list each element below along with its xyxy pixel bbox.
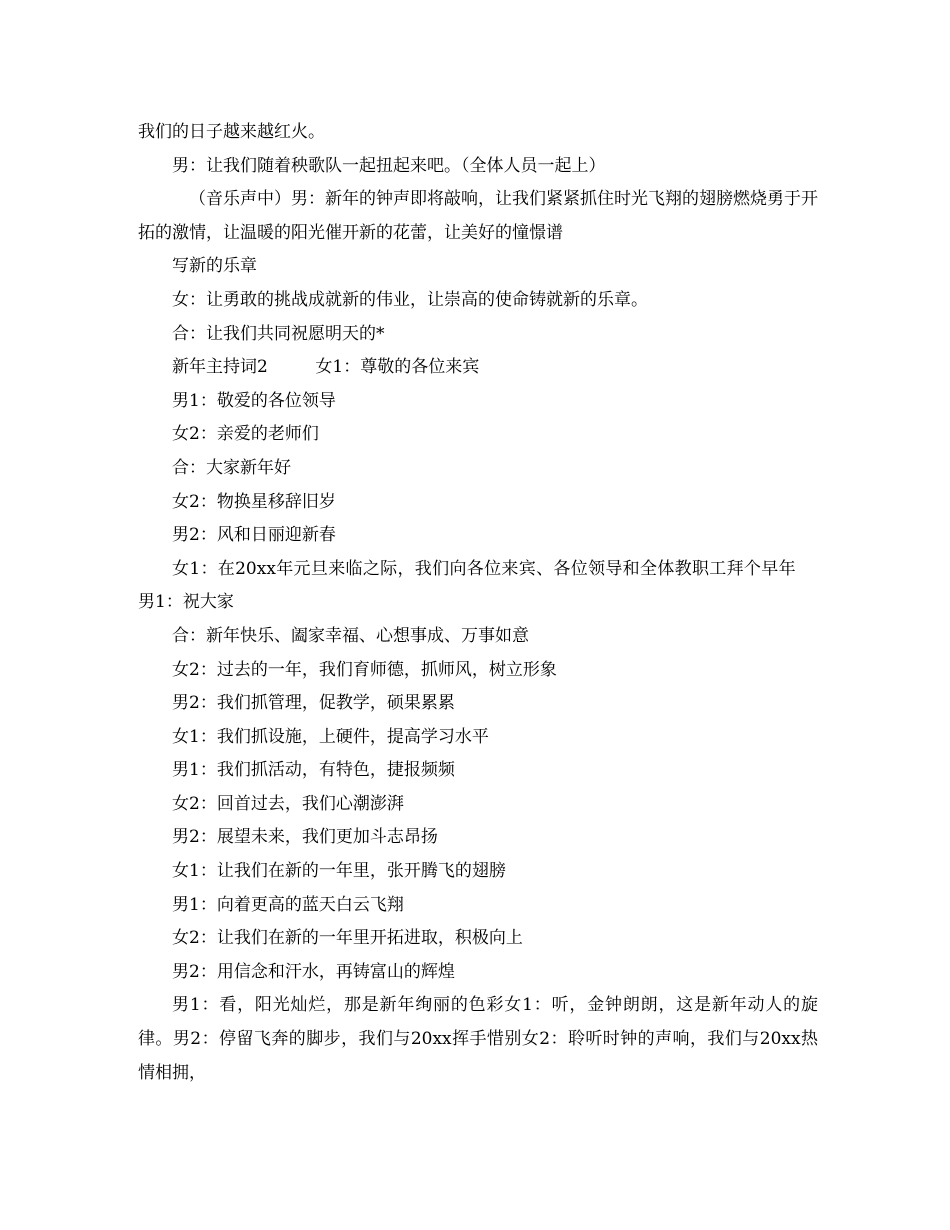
paragraph: 男1：我们抓活动，有特色，捷报频频 xyxy=(172,760,455,781)
paragraph: 女1：我们抓设施，上硬件，提高学习水平 xyxy=(172,726,489,747)
paragraph: 女2：过去的一年，我们育师德，抓师风，树立形象 xyxy=(172,659,557,680)
paragraph: 男1：敬爱的各位领导 xyxy=(172,390,336,411)
paragraph: 女2：亲爱的老师们 xyxy=(172,424,319,445)
paragraph-text: 男1：祝大家 xyxy=(138,592,234,613)
paragraph-text: 女1：在20xx年元旦来临之际，我们向各位来宾、各位领导和全体教职工拜个早年 xyxy=(172,558,796,579)
paragraph: 女2：回首过去，我们心潮澎湃 xyxy=(172,793,404,814)
paragraph: 男2：我们抓管理，促教学，硕果累累 xyxy=(172,693,455,714)
section-heading: 新年主持词2 xyxy=(172,357,268,378)
paragraph: 男：让我们随着秧歌队一起扭起来吧。（全体人员一起上） xyxy=(172,155,606,176)
paragraph xyxy=(138,553,818,620)
paragraph: 女：让勇敢的挑战成就新的伟业，让崇高的使命铸就新的乐章。 xyxy=(172,289,648,310)
paragraph: 女1：让我们在新的一年里，张开腾飞的翅膀 xyxy=(172,861,506,882)
paragraph: 女2：物换星移辞旧岁 xyxy=(172,491,336,512)
paragraph: 男2：风和日丽迎新春 xyxy=(172,525,336,546)
paragraph: 合：让我们共同祝愿明天的* xyxy=(172,323,385,344)
paragraph: （音乐声中）男：新年的钟声即将敲响，让我们紧紧抓住时光飞翔的翅膀燃烧勇于开拓的激情，让温暖的阳光催开新的花蕾，让美好的憧憬谱 xyxy=(138,189,818,243)
document-body xyxy=(138,116,818,1090)
paragraph-text: 女1：尊敬的各位来宾 xyxy=(315,357,480,378)
paragraph: 男2：展望未来，我们更加斗志昂扬 xyxy=(172,827,438,848)
paragraph: 男1：看，阳光灿烂，那是新年绚丽的色彩女1：听，金钟朗朗，这是新年动人的旋律。男2：停留飞奔的脚步，我们与20xx挥手惜别女2：聆听时钟的声响，我们与20xx热情相拥， xyxy=(138,995,818,1083)
paragraph: 男1：向着更高的蓝天白云飞翔 xyxy=(172,894,404,915)
paragraph: 合：大家新年好 xyxy=(172,457,291,478)
paragraph: 合：新年快乐、阖家幸福、心想事成、万事如意 xyxy=(172,625,529,646)
paragraph: 我们的日子越来越红火。 xyxy=(138,122,325,142)
paragraph: 写新的乐章 xyxy=(172,256,257,277)
paragraph: 男2：用信念和汗水，再铸富山的辉煌 xyxy=(172,961,455,982)
paragraph: 女2：让我们在新的一年里开拓进取，积极向上 xyxy=(172,928,523,949)
paragraph xyxy=(138,351,818,385)
